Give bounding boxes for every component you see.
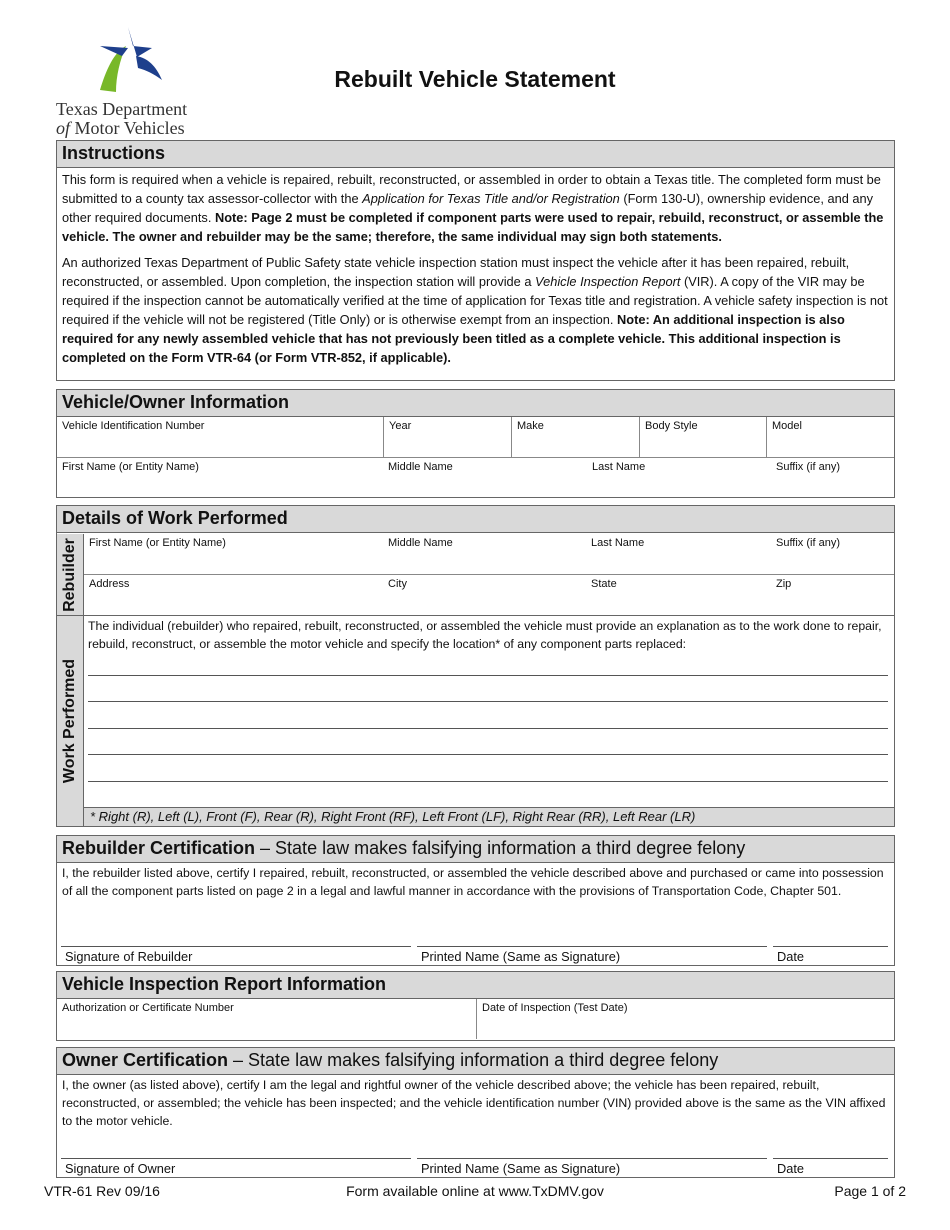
model-field[interactable]: Model [766, 417, 896, 457]
rebuilder-name-row [84, 534, 894, 575]
work-details-section [56, 505, 895, 827]
vir-heading: Vehicle Inspection Report Information [57, 972, 894, 999]
document-title: Rebuilt Vehicle Statement [334, 66, 616, 92]
owner-certification-section [56, 1047, 895, 1178]
owner-date-field[interactable]: Date [773, 1158, 888, 1176]
logo-text [56, 100, 187, 138]
rebuilder-zip-field[interactable]: Zip [776, 578, 792, 590]
work-line-2[interactable] [88, 701, 888, 702]
work-line-1[interactable] [88, 675, 888, 676]
work-performed-label: Work Performed [61, 658, 78, 784]
vehicle-owner-section [56, 389, 895, 498]
online-notice: Form available online at www.TxDMV.gov [346, 1183, 604, 1199]
owner-last-name-field[interactable]: Last Name [592, 461, 646, 473]
location-footnote: * Right (R), Left (L), Front (F), Rear (R), Right Front (RF), Left Front (LF), Right Rear (RR), Left Rear (LR) [84, 807, 894, 826]
body-style-field[interactable]: Body Style [639, 417, 766, 457]
work-explanation-text: The individual (rebuilder) who repaired, rebuilt, reconstructed, or assembled the vehicle must provide an explanation as to the work done to repair, rebuild, reconstruct, or assemble the motor vehicle and specify the location* of any component parts replaced: [88, 619, 882, 651]
work-explanation [84, 616, 894, 654]
page-number: Page 1 of 2 [834, 1183, 906, 1199]
rebuilder-middle-name-field[interactable]: Middle Name [388, 537, 453, 549]
rebuilder-signature-row [57, 941, 894, 965]
instructions-paragraph-2: An authorized Texas Department of Public Safety state vehicle inspection station must inspect the vehicle after it has been repaired, rebuilt, reconstructed, or assembled. Upon completion, the inspection station will provide a Vehicle Inspection Report (VIR). A copy of the VIR may be required if the inspection cannot be automatically verified at the time of application for Texas title and registration. A vehicle safety inspection is not required if the vehicle will not be registered (Title Only) or is otherwise exempt from an inspection. Note: An additional inspection is also required for any newly assembled vehicle that has not previously been titled as a complete vehicle. This additional inspection is completed on the Form VTR-64 (or Form VTR-852, if applicable). [62, 255, 888, 365]
year-field[interactable]: Year [383, 417, 511, 457]
vir-section [56, 971, 895, 1041]
rebuilder-address-row [84, 575, 894, 616]
logo-line-2: of Motor Vehicles [56, 118, 185, 138]
logo-line-1: Texas Department [56, 99, 188, 119]
form-id: VTR-61 Rev 09/16 [44, 1183, 160, 1199]
instructions-paragraph-1: This form is required when a vehicle is repaired, rebuilt, reconstructed, or assembled in order to obtain a Texas title. The completed form must be submitted to a county tax assessor-collector with the Application for Texas Title and/or Registration (Form 130-U), ownership evidence, and any other required documents. Note: Page 2 must be completed if component parts were used to repair, rebuild, reconstruct, or assemble the vehicle. The owner and rebuilder may be the same; therefore, the same individual may sign both statements. [62, 172, 884, 244]
rebuilder-last-name-field[interactable]: Last Name [591, 537, 645, 549]
work-line-3[interactable] [88, 728, 888, 729]
work-details-heading: Details of Work Performed [57, 506, 894, 533]
owner-first-name-field[interactable]: First Name (or Entity Name) [62, 461, 199, 473]
vir-row [57, 999, 894, 1039]
rebuilder-address-field[interactable]: Address [89, 578, 130, 590]
owner-certification-heading: Owner Certification – State law makes falsifying information a third degree felony [57, 1048, 894, 1075]
work-line-5[interactable] [88, 781, 888, 782]
owner-certification-text: I, the owner (as listed above), certify I am the legal and rightful owner of the vehicle described above; the vehicle has been repaired, rebuilt, reconstructed, or assembled; the vehicle has been inspected; and the vehicle identification number (VIN) provided above is the same as the VIN affixed to the motor vehicle. [62, 1078, 886, 1128]
rebuilder-certification-text: I, the rebuilder listed above, certify I repaired, rebuilt, reconstructed, or assembled the vehicle described above and purchased or came into possession of all the component parts listed on page 2 in a legal and lawful manner in accordance with the provisions of Transportation Code, Chapter 501. [62, 866, 884, 898]
rebuilder-suffix-field[interactable]: Suffix (if any) [776, 537, 840, 549]
rebuilder-label: Rebuilder [61, 537, 78, 612]
work-performed-side-label [57, 616, 84, 826]
vin-field[interactable]: Vehicle Identification Number [62, 420, 205, 432]
rebuilder-side-label [57, 534, 84, 616]
make-field[interactable]: Make [511, 417, 639, 457]
owner-signature-row [57, 1153, 894, 1177]
rebuilder-certification-heading: Rebuilder Certification – State law makes falsifying information a third degree felony [57, 836, 894, 863]
rebuilder-fields [84, 534, 894, 616]
rebuilder-printed-name-field[interactable]: Printed Name (Same as Signature) [417, 946, 767, 964]
rebuilder-city-field[interactable]: City [388, 578, 407, 590]
owner-printed-name-field[interactable]: Printed Name (Same as Signature) [417, 1158, 767, 1176]
vehicle-owner-heading: Vehicle/Owner Information [57, 390, 894, 417]
vehicle-row [57, 417, 894, 458]
rebuilder-certification-section [56, 835, 895, 966]
authorization-number-field[interactable]: Authorization or Certificate Number [62, 1002, 234, 1014]
owner-name-row [57, 458, 894, 499]
rebuilder-date-field[interactable]: Date [773, 946, 888, 964]
rebuilder-first-name-field[interactable]: First Name (or Entity Name) [89, 537, 226, 549]
owner-signature-field[interactable]: Signature of Owner [61, 1158, 411, 1176]
instructions-body [57, 168, 894, 376]
instructions-heading: Instructions [57, 141, 894, 168]
rebuilder-signature-field[interactable]: Signature of Rebuilder [61, 946, 411, 964]
work-line-4[interactable] [88, 754, 888, 755]
instructions-section [56, 140, 895, 381]
owner-middle-name-field[interactable]: Middle Name [388, 461, 453, 473]
owner-suffix-field[interactable]: Suffix (if any) [776, 461, 840, 473]
inspection-date-field[interactable]: Date of Inspection (Test Date) [476, 999, 896, 1039]
rebuilder-state-field[interactable]: State [591, 578, 617, 590]
